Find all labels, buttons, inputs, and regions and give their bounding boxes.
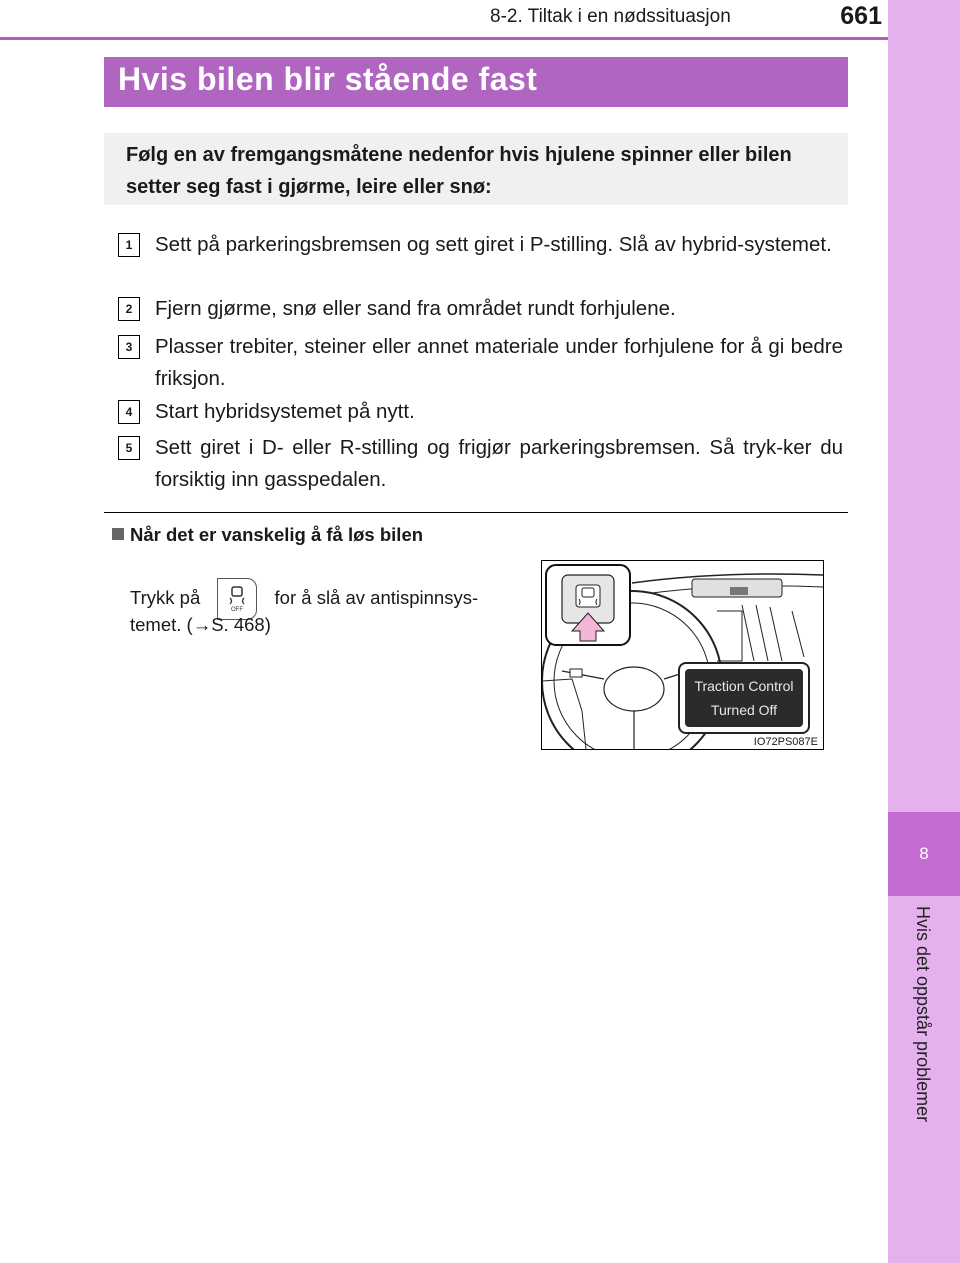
section-divider <box>104 512 848 513</box>
step-text: Sett giret i D- eller R-stilling og frigjør parkeringsbremsen. Så tryk-ker du forsiktig inn gasspedalen. <box>155 436 843 491</box>
step-number: 3 <box>118 335 140 359</box>
off-icon-label: OFF <box>231 607 244 613</box>
title-bar <box>104 57 848 107</box>
step-number: 5 <box>118 436 140 460</box>
step-text: Fjern gjørme, snø eller sand fra området rundt forhjulene. <box>155 297 676 320</box>
step-number: 1 <box>118 233 140 257</box>
square-bullet-icon <box>112 528 124 540</box>
step-text: Plasser trebiter, steiner eller annet materiale under forhjulene for å gi bedre friksjon. <box>155 335 843 390</box>
note-line-2 <box>130 614 271 636</box>
traction-control-display <box>678 662 810 734</box>
reference-arrow-icon: → <box>192 614 212 635</box>
page-number: 661 <box>840 2 882 30</box>
note-text-after: for å slå av antispinnsys- <box>274 586 479 608</box>
note-text-before: Trykk på <box>130 586 201 608</box>
display-line-1: Traction Control <box>694 678 794 694</box>
figure-id: IO72PS087E <box>753 736 818 748</box>
note-text-line2-start: temet. ( <box>130 614 193 635</box>
display-line-2: Turned Off <box>710 702 778 718</box>
step-number: 2 <box>118 297 140 321</box>
page-reference: S. 468) <box>211 614 271 635</box>
step-number: 4 <box>118 400 140 424</box>
note-heading-text: Når det er vanskelig å få løs bilen <box>130 524 424 545</box>
traction-control-message <box>685 669 803 727</box>
header-rule <box>0 37 888 40</box>
intro-text: Følg en av fremgangsmåtene nedenfor hvis hjulene spinner eller bilen setter seg fast i gjørme, leire eller snø: <box>126 144 792 198</box>
section-header: 8-2. Tiltak i en nødssituasjon <box>490 6 731 27</box>
chapter-title: Hvis det oppstår problemer <box>913 906 933 1123</box>
intro-box <box>104 133 848 205</box>
page-title: Hvis bilen blir stående fast <box>118 61 538 97</box>
step-text: Start hybridsystemet på nytt. <box>155 400 415 423</box>
step-text: Sett på parkeringsbremsen og sett giret i P-stilling. Slå av hybrid-systemet. <box>155 233 832 256</box>
chapter-number: 8 <box>888 812 960 896</box>
dashboard-figure <box>541 560 824 750</box>
note-heading <box>112 524 423 546</box>
